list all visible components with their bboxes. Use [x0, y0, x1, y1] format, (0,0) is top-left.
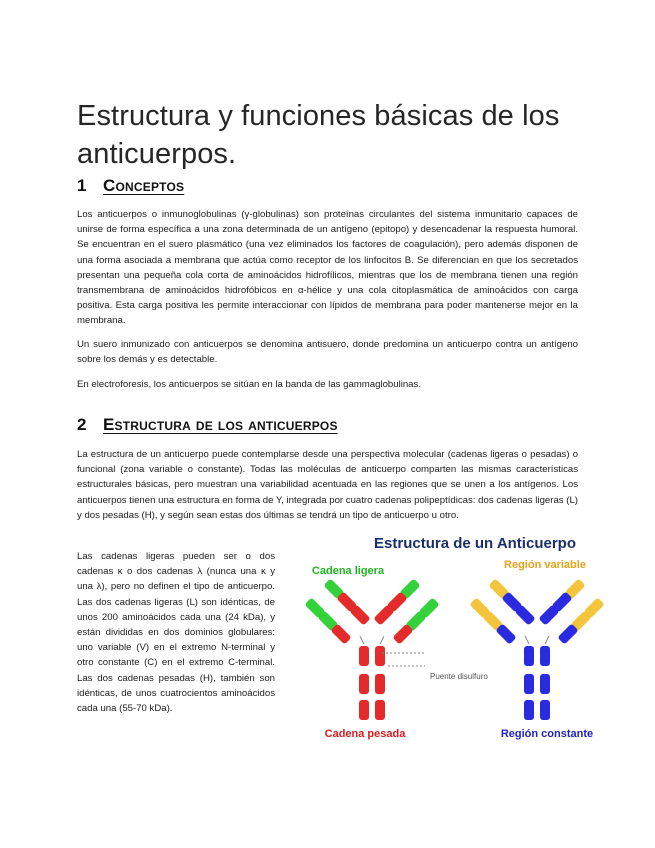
paragraph-conceptos-3: En electroforesis, los anticuerpos se sitúan en la banda de las gammaglobulinas.	[77, 379, 421, 390]
section-heading-2	[77, 415, 338, 435]
disulfide-bridge-label: Puente disulfuro	[430, 672, 488, 681]
heavy-chain-label: Cadena pesada	[324, 728, 406, 740]
paragraph-estructura-2: Las cadenas ligeras pueden ser o dos cadenas κ o dos cadenas λ (nunca una κ y una λ), pero no definen el tipo de anticuerpo. Las dos cadenas ligeras (L) son idénticas, de unos 200 aminoácidos cada una (24 kDa), y están divididas en dos dominios globulares: uno variable (V) en el extremo N-terminal y otro constante (C) en el extremo C-terminal. Las dos cadenas pesadas (H), también son idénticas, de unos cuatrocientos aminoácidos cada una (55-70 kDa).	[77, 551, 275, 715]
heavy-chain-segment	[359, 700, 369, 720]
constant-domain-segment	[540, 700, 550, 720]
hinge-line	[525, 636, 529, 644]
section-number: 2	[77, 415, 87, 434]
constant-domain-segment	[540, 674, 550, 694]
figure-title: Estructura de un Anticuerpo	[374, 535, 576, 552]
section-heading-1	[77, 176, 184, 196]
section-title: Conceptos	[103, 176, 185, 195]
constant-domain-segment	[524, 646, 534, 666]
heavy-chain-segment	[359, 646, 369, 666]
hinge-line	[360, 636, 364, 644]
constant-domain-segment	[524, 674, 534, 694]
section-number: 1	[77, 176, 87, 195]
constant-domain-segment	[524, 700, 534, 720]
constant-domain-segment	[540, 646, 550, 666]
variable-region-label: Región variable	[504, 559, 586, 571]
page-title: Estructura y funciones básicas de los anticuerpos.	[77, 100, 560, 171]
antibody-molecular-diagram	[304, 578, 439, 720]
hinge-line	[380, 636, 384, 644]
hinge-line	[545, 636, 549, 644]
paragraph-conceptos-1: Los anticuerpos o inmunoglobulinas (γ-globulinas) son proteínas circulantes del sistema inmunitario capaces de unirse de forma específica a una zona determinada de un antígeno (epitopo) y desencadenar la respuesta humoral. Se encuentran en el suero plasmático (una vez eliminados los factores de coagulación), pero además disponen de una forma asociada a membrana que actúa como receptor de los linfocitos B. Se diferencian en que los secretados presentan una pequeña cola corta de aminoácidos hidrofílicos, mientras que los de membrana tienen una región transmembrana de aminoácidos hidrofóbicos en α-hélice y una cola citoplasmática de aminoácidos con carga positiva. Esta carga positiva les permite interaccionar con lípidos de membrana para poder mantenerse mejor en la membrana.	[77, 209, 578, 327]
heavy-chain-segment	[375, 700, 385, 720]
paragraph-estructura-1: La estructura de un anticuerpo puede contemplarse desde una perspectiva molecular (cadenas ligeras o pesadas) o funcional (zona variable o constante). Todas las moléculas de anticuerpo comparten las mismas características estructurales básicas, pero muestran una variabilidad acentuada en las regiones que se unen a los antígenos. Los anticuerpos tienen una estructura en forma de Y, integrada por cuatro cadenas polipeptídicas: dos cadenas ligeras (L) y dos pesadas (H), y según sean estas dos últimas se tendrá un tipo de anticuerpo u otro.	[77, 449, 578, 521]
heavy-chain-segment	[375, 674, 385, 694]
heavy-chain-segment	[359, 674, 369, 694]
light-chain-label: Cadena ligera	[311, 565, 385, 577]
antibody-structure-figure	[290, 528, 620, 748]
antibody-functional-diagram	[469, 578, 604, 720]
heavy-chain-segment	[375, 646, 385, 666]
section-title: Estructura de los anticuerpos	[103, 415, 338, 434]
constant-region-label: Región constante	[500, 728, 594, 740]
paragraph-conceptos-2: Un suero inmunizado con anticuerpos se denomina antisuero, donde predomina un anticuerpo contra un antígeno sobre los demás y es detectable.	[77, 339, 578, 366]
